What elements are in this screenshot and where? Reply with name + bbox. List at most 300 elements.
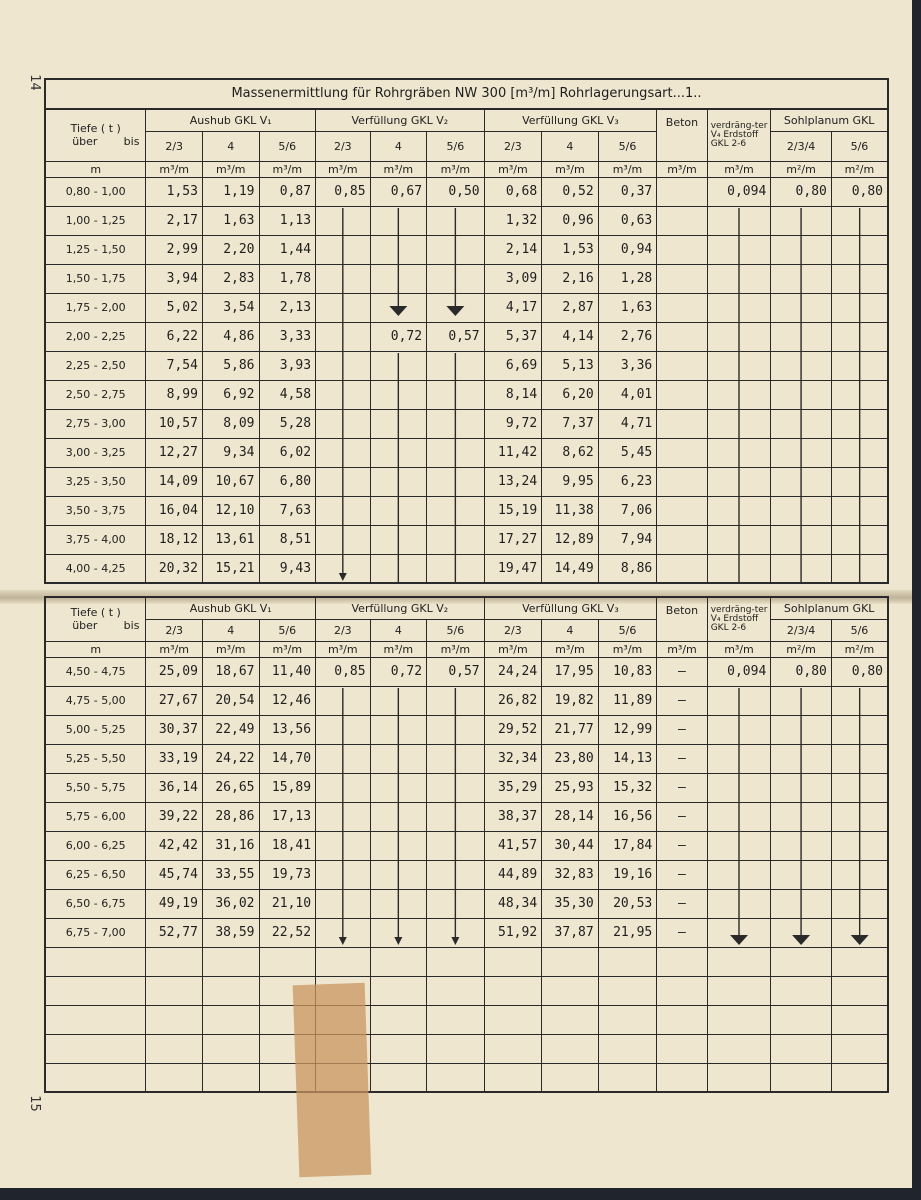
value-cell: 35,30 [542, 889, 599, 918]
value-cell [831, 831, 888, 860]
unit-label: m²/m [831, 161, 888, 177]
value-cell: 11,42 [484, 438, 542, 467]
empty-cell [427, 947, 485, 976]
value-cell [707, 438, 771, 467]
value-cell [370, 831, 427, 860]
value-cell: 27,67 [146, 686, 203, 715]
value-cell: 0,094 [707, 177, 771, 206]
value-cell: 0,96 [542, 206, 599, 235]
value-cell [831, 380, 888, 409]
value-cell [427, 293, 485, 322]
table-row [45, 918, 888, 947]
value-cell: 18,12 [146, 525, 203, 554]
value-cell [370, 409, 427, 438]
empty-cell [146, 1034, 203, 1063]
value-cell: 1,63 [202, 206, 259, 235]
unit-label: m³/m [707, 641, 771, 657]
value-cell [370, 235, 427, 264]
value-cell [707, 744, 771, 773]
subcolumn-label: 5/6 [598, 131, 657, 161]
value-cell [657, 554, 707, 583]
value-cell [771, 467, 832, 496]
value-cell [370, 293, 427, 322]
value-cell [707, 264, 771, 293]
empty-cell [542, 1063, 599, 1092]
value-cell: 1,53 [542, 235, 599, 264]
value-cell [831, 293, 888, 322]
value-cell [316, 380, 371, 409]
value-cell [370, 686, 427, 715]
empty-cell [831, 976, 888, 1005]
value-cell: 39,22 [146, 802, 203, 831]
unit-label: m³/m [316, 161, 371, 177]
value-cell: 28,86 [202, 802, 259, 831]
value-cell [427, 686, 485, 715]
value-cell: 23,80 [542, 744, 599, 773]
empty-cell [370, 976, 427, 1005]
empty-cell [146, 1063, 203, 1092]
empty-cell [45, 947, 146, 976]
empty-cell [831, 1034, 888, 1063]
value-cell: 18,41 [259, 831, 316, 860]
value-cell: 4,58 [259, 380, 316, 409]
value-cell: – [657, 802, 707, 831]
unit-label: m³/m [542, 161, 599, 177]
unit-label: m³/m [484, 161, 542, 177]
value-cell [427, 918, 485, 947]
value-cell: 25,93 [542, 773, 599, 802]
value-cell [771, 918, 832, 947]
value-cell [316, 235, 371, 264]
empty-cell [598, 976, 657, 1005]
value-cell [316, 831, 371, 860]
value-cell [707, 351, 771, 380]
value-cell: 13,61 [202, 525, 259, 554]
value-cell: 3,54 [202, 293, 259, 322]
empty-cell [370, 1005, 427, 1034]
value-cell: 4,17 [484, 293, 542, 322]
value-cell: 21,10 [259, 889, 316, 918]
value-cell: 0,50 [427, 177, 485, 206]
value-cell: – [657, 744, 707, 773]
depth-range-cell: 1,75 - 2,00 [45, 293, 146, 322]
value-cell: 32,83 [542, 860, 599, 889]
value-cell: 32,34 [484, 744, 542, 773]
value-cell: 0,68 [484, 177, 542, 206]
value-cell [831, 554, 888, 583]
value-cell: 10,67 [202, 467, 259, 496]
value-cell: 5,86 [202, 351, 259, 380]
unit-label: m³/m [484, 641, 542, 657]
depth-range-cell: 6,75 - 7,00 [45, 918, 146, 947]
unit-label: m³/m [542, 641, 599, 657]
value-cell: 22,52 [259, 918, 316, 947]
value-cell: 14,49 [542, 554, 599, 583]
value-cell: 3,93 [259, 351, 316, 380]
value-cell: 1,19 [202, 177, 259, 206]
value-cell [427, 831, 485, 860]
value-cell [316, 918, 371, 947]
empty-cell [598, 1005, 657, 1034]
value-cell [657, 351, 707, 380]
value-cell: 21,77 [542, 715, 599, 744]
empty-cell [484, 976, 542, 1005]
value-cell [831, 206, 888, 235]
value-cell: 14,09 [146, 467, 203, 496]
empty-cell [707, 1034, 771, 1063]
value-cell [370, 715, 427, 744]
value-cell: 4,01 [598, 380, 657, 409]
value-cell: 2,76 [598, 322, 657, 351]
empty-cell [771, 976, 832, 1005]
value-cell: 8,86 [598, 554, 657, 583]
value-cell: 8,51 [259, 525, 316, 554]
subcolumn-label: 5/6 [259, 619, 316, 641]
value-cell [657, 177, 707, 206]
depth-from-label: über [72, 135, 98, 149]
value-cell [316, 438, 371, 467]
value-cell [427, 467, 485, 496]
depth-range-cell: 5,00 - 5,25 [45, 715, 146, 744]
unit-label: m³/m [202, 641, 259, 657]
value-cell [657, 496, 707, 525]
value-cell: 4,86 [202, 322, 259, 351]
table-row [45, 773, 888, 802]
unit-label: m³/m [316, 641, 371, 657]
value-cell: 33,55 [202, 860, 259, 889]
table-row [45, 715, 888, 744]
value-cell: 2,87 [542, 293, 599, 322]
value-cell: 20,32 [146, 554, 203, 583]
empty-cell [542, 947, 599, 976]
value-cell [707, 206, 771, 235]
unit-label: m³/m [146, 641, 203, 657]
empty-cell [831, 947, 888, 976]
depth-range-cell: 4,50 - 4,75 [45, 657, 146, 686]
empty-row [45, 1063, 888, 1092]
unit-label: m³/m [598, 161, 657, 177]
value-cell [707, 773, 771, 802]
empty-cell [484, 1063, 542, 1092]
depth-range-cell: 6,50 - 6,75 [45, 889, 146, 918]
subcolumn-label: 2/3/4 [771, 619, 832, 641]
value-cell: 7,37 [542, 409, 599, 438]
table-row [45, 744, 888, 773]
value-cell [657, 235, 707, 264]
sohlplanum-header: Sohlplanum GKL [771, 597, 888, 619]
table-row [45, 264, 888, 293]
value-cell: – [657, 715, 707, 744]
empty-row [45, 947, 888, 976]
subcolumn-label: 4 [542, 131, 599, 161]
verfuellung-v2-header: Verfüllung GKL V₂ [316, 597, 485, 619]
value-cell [316, 351, 371, 380]
empty-cell [598, 947, 657, 976]
value-cell: 0,80 [831, 177, 888, 206]
value-cell: 28,14 [542, 802, 599, 831]
value-cell: 35,29 [484, 773, 542, 802]
empty-cell [657, 1034, 707, 1063]
value-cell: 8,99 [146, 380, 203, 409]
value-cell: 26,82 [484, 686, 542, 715]
depth-range-cell: 6,25 - 6,50 [45, 860, 146, 889]
value-cell [707, 860, 771, 889]
unit-label: m³/m [657, 641, 707, 657]
depth-to-label: bis [123, 619, 140, 633]
value-cell [370, 918, 427, 947]
value-cell: 30,44 [542, 831, 599, 860]
value-cell: 38,37 [484, 802, 542, 831]
value-cell: 1,32 [484, 206, 542, 235]
adhesive-tape [293, 983, 372, 1177]
value-cell [831, 525, 888, 554]
depth-range-cell: 0,80 - 1,00 [45, 177, 146, 206]
value-cell: 33,19 [146, 744, 203, 773]
value-cell: 0,72 [370, 322, 427, 351]
value-cell [657, 467, 707, 496]
value-cell: 24,22 [202, 744, 259, 773]
unit-label: m²/m [771, 641, 832, 657]
value-cell [370, 773, 427, 802]
subcolumn-label: 2/3 [484, 131, 542, 161]
empty-cell [45, 1005, 146, 1034]
table-row [45, 860, 888, 889]
value-cell: 30,37 [146, 715, 203, 744]
value-cell [831, 322, 888, 351]
value-cell [831, 467, 888, 496]
value-cell [316, 264, 371, 293]
value-cell [771, 206, 832, 235]
value-cell: 20,54 [202, 686, 259, 715]
aushub-header: Aushub GKL V₁ [146, 597, 316, 619]
value-cell [370, 351, 427, 380]
value-cell: 5,28 [259, 409, 316, 438]
depth-range-cell: 4,00 - 4,25 [45, 554, 146, 583]
value-cell [316, 744, 371, 773]
table-row [45, 554, 888, 583]
subcolumn-label: 4 [542, 619, 599, 641]
value-cell [370, 554, 427, 583]
value-cell: 6,20 [542, 380, 599, 409]
value-cell [427, 380, 485, 409]
empty-cell [707, 976, 771, 1005]
depth-range-cell: 1,50 - 1,75 [45, 264, 146, 293]
mass-table-bottom [44, 596, 889, 1093]
unit-label: m³/m [370, 161, 427, 177]
value-cell: – [657, 657, 707, 686]
verfuellung-v3-header: Verfüllung GKL V₃ [484, 109, 657, 131]
value-cell [370, 744, 427, 773]
empty-cell [657, 976, 707, 1005]
subcolumn-label: 5/6 [427, 131, 485, 161]
value-cell [831, 409, 888, 438]
value-cell: 0,87 [259, 177, 316, 206]
value-cell: 31,16 [202, 831, 259, 860]
value-cell: 44,89 [484, 860, 542, 889]
value-cell: 1,44 [259, 235, 316, 264]
subcolumn-label: 5/6 [598, 619, 657, 641]
value-cell [370, 860, 427, 889]
empty-cell [542, 1034, 599, 1063]
value-cell [427, 235, 485, 264]
value-cell: 11,89 [598, 686, 657, 715]
depth-range-cell: 5,25 - 5,50 [45, 744, 146, 773]
value-cell [427, 744, 485, 773]
value-cell: 9,34 [202, 438, 259, 467]
empty-cell [259, 947, 316, 976]
value-cell: 15,89 [259, 773, 316, 802]
table-row [45, 525, 888, 554]
value-cell: 1,13 [259, 206, 316, 235]
empty-cell [542, 1005, 599, 1034]
value-cell: 0,52 [542, 177, 599, 206]
verfuellung-v2-header: Verfüllung GKL V₂ [316, 109, 485, 131]
empty-cell [202, 947, 259, 976]
unit-label: m [45, 161, 146, 177]
empty-cell [202, 1063, 259, 1092]
value-cell [831, 351, 888, 380]
value-cell [316, 496, 371, 525]
value-cell [370, 496, 427, 525]
value-cell: 18,67 [202, 657, 259, 686]
unit-label: m²/m [831, 641, 888, 657]
empty-cell [484, 1034, 542, 1063]
value-cell: 21,95 [598, 918, 657, 947]
value-cell [427, 860, 485, 889]
verfuellung-v3-header: Verfüllung GKL V₃ [484, 597, 657, 619]
value-cell [316, 889, 371, 918]
empty-cell [707, 1063, 771, 1092]
table-row [45, 686, 888, 715]
subcolumn-label: 2/3 [146, 619, 203, 641]
depth-range-cell: 1,00 - 1,25 [45, 206, 146, 235]
value-cell: 0,80 [831, 657, 888, 686]
value-cell: 20,53 [598, 889, 657, 918]
value-cell [707, 467, 771, 496]
value-cell: 1,28 [598, 264, 657, 293]
value-cell [771, 409, 832, 438]
value-cell [657, 293, 707, 322]
value-cell: 5,37 [484, 322, 542, 351]
value-cell [771, 496, 832, 525]
page-number-top: 14 [26, 74, 42, 91]
table-row [45, 438, 888, 467]
depth-to-label: bis [123, 135, 140, 149]
value-cell [707, 525, 771, 554]
value-cell [370, 264, 427, 293]
value-cell: 1,53 [146, 177, 203, 206]
value-cell [771, 802, 832, 831]
value-cell [370, 467, 427, 496]
empty-cell [707, 1005, 771, 1034]
value-cell [370, 380, 427, 409]
table-row [45, 889, 888, 918]
value-cell: 9,95 [542, 467, 599, 496]
value-cell [771, 525, 832, 554]
value-cell [316, 467, 371, 496]
value-cell [316, 293, 371, 322]
page-number-bottom: 15 [26, 1095, 42, 1112]
subcolumn-label: 2/3 [146, 131, 203, 161]
subcolumn-label: 2/3 [316, 131, 371, 161]
value-cell: 48,34 [484, 889, 542, 918]
empty-cell [427, 976, 485, 1005]
value-cell [316, 715, 371, 744]
value-cell [427, 496, 485, 525]
value-cell: 42,42 [146, 831, 203, 860]
value-cell: 2,99 [146, 235, 203, 264]
value-cell: 2,20 [202, 235, 259, 264]
subcolumn-label: 2/3/4 [771, 131, 832, 161]
value-cell: 14,70 [259, 744, 316, 773]
empty-cell [370, 1063, 427, 1092]
value-cell [707, 802, 771, 831]
value-cell: 12,27 [146, 438, 203, 467]
subcolumn-label: 5/6 [259, 131, 316, 161]
value-cell: 6,23 [598, 467, 657, 496]
value-cell: 0,57 [427, 322, 485, 351]
value-cell [707, 380, 771, 409]
empty-cell [45, 1034, 146, 1063]
empty-cell [771, 1063, 832, 1092]
empty-cell [370, 947, 427, 976]
value-cell [370, 525, 427, 554]
subcolumn-label: 5/6 [427, 619, 485, 641]
empty-cell [146, 976, 203, 1005]
value-cell: 51,92 [484, 918, 542, 947]
value-cell: 12,89 [542, 525, 599, 554]
value-cell [771, 380, 832, 409]
empty-cell [598, 1063, 657, 1092]
subcolumn-label: 2/3 [484, 619, 542, 641]
value-cell: 17,27 [484, 525, 542, 554]
value-cell: 0,094 [707, 657, 771, 686]
value-cell [771, 889, 832, 918]
value-cell [771, 715, 832, 744]
value-cell [831, 496, 888, 525]
table-row [45, 177, 888, 206]
value-cell [370, 438, 427, 467]
value-cell [370, 206, 427, 235]
subcolumn-label: 5/6 [831, 131, 888, 161]
value-cell: 29,52 [484, 715, 542, 744]
value-cell: 0,85 [316, 177, 371, 206]
value-cell [707, 554, 771, 583]
value-cell [657, 206, 707, 235]
value-cell: 15,19 [484, 496, 542, 525]
empty-cell [202, 976, 259, 1005]
value-cell: 12,10 [202, 496, 259, 525]
value-cell [707, 831, 771, 860]
empty-cell [831, 1005, 888, 1034]
verdraengter-header: verdräng-ter V₄ Erdstoff GKL 2-6 [707, 597, 771, 641]
empty-cell [771, 1034, 832, 1063]
value-cell [316, 802, 371, 831]
value-cell: 12,99 [598, 715, 657, 744]
value-cell [427, 554, 485, 583]
value-cell [427, 409, 485, 438]
table-row [45, 206, 888, 235]
value-cell [427, 525, 485, 554]
empty-cell [657, 1063, 707, 1092]
value-cell: 7,63 [259, 496, 316, 525]
value-cell: 2,83 [202, 264, 259, 293]
value-cell: 8,09 [202, 409, 259, 438]
value-cell [316, 206, 371, 235]
value-cell: 25,09 [146, 657, 203, 686]
value-cell: – [657, 918, 707, 947]
value-cell: 41,57 [484, 831, 542, 860]
